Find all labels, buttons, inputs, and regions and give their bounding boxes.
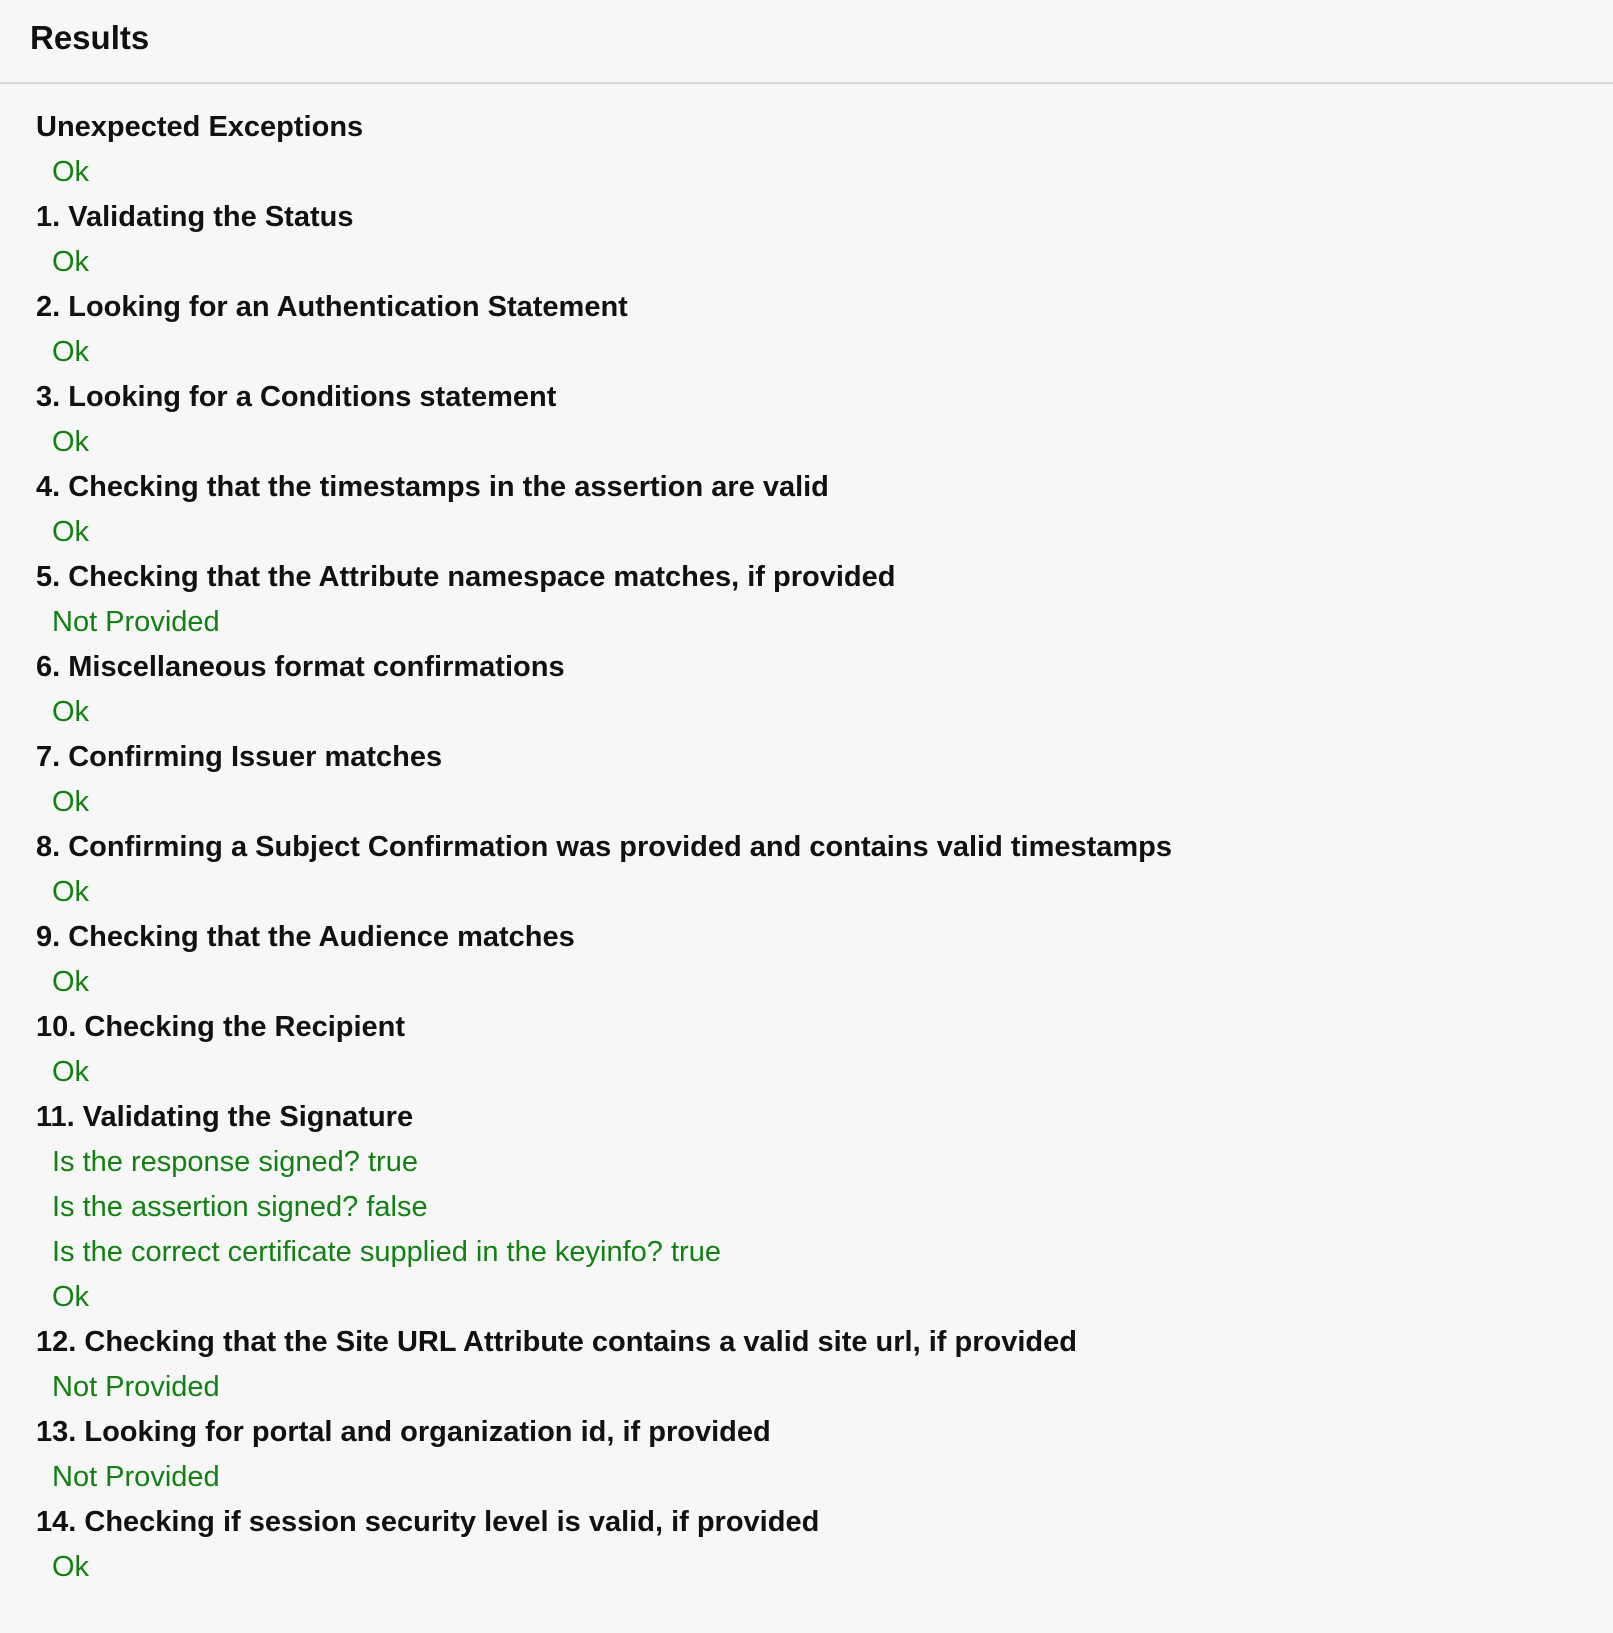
section-title: 3. Looking for a Conditions statement <box>36 381 557 413</box>
result-status: Ok <box>52 1551 90 1583</box>
section-title: 10. Checking the Recipient <box>36 1011 406 1043</box>
result-status: Not Provided <box>52 1371 220 1403</box>
result-section <box>36 645 1613 735</box>
section-title: 12. Checking that the Site URL Attribute contains a valid site url, if provided <box>36 1326 1077 1358</box>
result-section <box>36 195 1613 285</box>
result-section <box>36 1410 1613 1500</box>
result-section <box>36 555 1613 645</box>
result-section <box>36 1320 1613 1410</box>
result-section <box>36 825 1613 915</box>
result-status: Ok <box>52 156 90 188</box>
section-title: 2. Looking for an Authentication Statement <box>36 291 628 323</box>
section-title: 9. Checking that the Audience matches <box>36 921 575 953</box>
result-status: Not Provided <box>52 606 220 638</box>
result-status: Ok <box>52 246 90 278</box>
section-title: 1. Validating the Status <box>36 201 354 233</box>
result-detail: Is the assertion signed? false <box>52 1191 428 1223</box>
page-title: Results <box>30 19 150 56</box>
results-list <box>0 84 1613 1590</box>
results-header <box>0 0 1613 84</box>
result-status: Ok <box>52 516 90 548</box>
section-title: 11. Validating the Signature <box>36 1101 414 1133</box>
section-title: 14. Checking if session security level is valid, if provided <box>36 1506 820 1538</box>
result-section <box>36 915 1613 1005</box>
section-title: 4. Checking that the timestamps in the assertion are valid <box>36 471 829 503</box>
result-status: Ok <box>52 876 90 908</box>
result-section <box>36 735 1613 825</box>
result-status: Ok <box>52 336 90 368</box>
result-section <box>36 375 1613 465</box>
result-status: Ok <box>52 966 90 998</box>
result-section <box>36 105 1613 195</box>
result-status: Not Provided <box>52 1461 220 1493</box>
section-title: 13. Looking for portal and organization id, if provided <box>36 1416 771 1448</box>
result-status: Ok <box>52 1281 90 1313</box>
result-section <box>36 465 1613 555</box>
result-status: Ok <box>52 786 90 818</box>
result-detail: Is the correct certificate supplied in the keyinfo? true <box>52 1236 721 1268</box>
section-title: 6. Miscellaneous format confirmations <box>36 651 565 683</box>
result-status: Ok <box>52 426 90 458</box>
result-section <box>36 1500 1613 1590</box>
section-title: 7. Confirming Issuer matches <box>36 741 443 773</box>
result-section <box>36 285 1613 375</box>
section-title: Unexpected Exceptions <box>36 111 364 143</box>
section-title: 8. Confirming a Subject Confirmation was provided and contains valid timestamps <box>36 831 1173 863</box>
section-title: 5. Checking that the Attribute namespace matches, if provided <box>36 561 896 593</box>
result-section <box>36 1005 1613 1095</box>
result-section <box>36 1095 1613 1320</box>
result-status: Ok <box>52 1056 90 1088</box>
result-detail: Is the response signed? true <box>52 1146 418 1178</box>
result-status: Ok <box>52 696 90 728</box>
